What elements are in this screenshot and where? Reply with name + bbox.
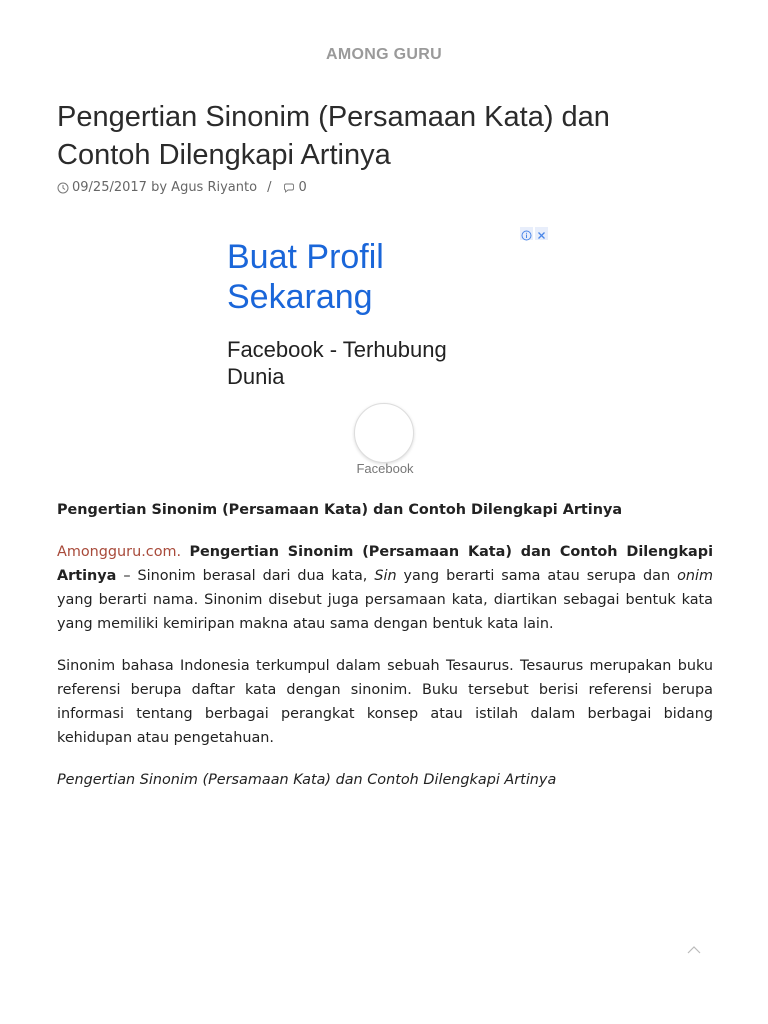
info-icon[interactable] <box>520 227 533 240</box>
post-date[interactable]: 09/25/2017 <box>72 180 147 195</box>
meta-separator: / <box>267 180 272 195</box>
site-title[interactable]: AMONG GURU <box>326 46 442 63</box>
post-title-line1: Pengertian Sinonim (Persamaan Kata) dan <box>57 101 610 133</box>
ad-headline-line2: Sekarang <box>227 278 373 316</box>
post-title-line2: Contoh Dilengkapi Artinya <box>57 139 391 171</box>
paragraph-3-italic: Pengertian Sinonim (Persamaan Kata) dan Contoh Dilengkapi Artinya <box>57 772 557 788</box>
comment-count[interactable]: 0 <box>298 180 307 195</box>
comment-icon <box>283 182 295 194</box>
ad-headline-line1: Buat Profil <box>227 238 384 276</box>
paragraph-1: Amongguru.com. Pengertian Sinonim (Persamaan Kata) dan Contoh Dilengkapi Artinya – Sinonim berasal dari dua kata, Sin yang berarti sama atau serupa dan onim yang berarti nama. Sinonim disebut juga persamaan kata, diartikan sebagai bentuk kata yang memiliki kemiripan makna atau sama dengan bentuk kata lain. <box>57 544 714 632</box>
chevron-up-icon[interactable] <box>684 940 704 960</box>
site-link[interactable]: Amongguru.com. <box>57 544 182 560</box>
by-label: by <box>151 180 168 195</box>
ad-description-line1: Facebook - Terhubung <box>227 337 447 362</box>
article-heading: Pengertian Sinonim (Persamaan Kata) dan Contoh Dilengkapi Artinya <box>57 502 623 518</box>
paragraph-2: Sinonim bahasa Indonesia terkumpul dalam sebuah Tesaurus. Tesaurus merupakan buku referensi berupa daftar kata dengan sinonim. Buku tersebut berisi referensi berupa informasi tentang berbagai perangkat konsep atau istilah dalam berbagai bidang kehidupan atau pengetahuan. <box>57 658 713 746</box>
post-title <box>57 98 717 174</box>
clock-icon <box>57 182 69 194</box>
advertiser-name[interactable]: Facebook <box>356 461 414 476</box>
ad-description[interactable] <box>227 336 465 390</box>
post-meta <box>57 180 307 195</box>
ad-choices[interactable] <box>520 227 548 240</box>
bold-title: Pengertian Sinonim (Persamaan Kata) dan Contoh Dilengkapi Artinya <box>57 544 714 584</box>
advertiser-logo[interactable] <box>354 403 414 463</box>
ad-headline[interactable] <box>227 237 487 317</box>
term-sin: Sin <box>374 568 397 584</box>
ad-description-line2: Dunia <box>227 364 285 389</box>
facebook-ad[interactable] <box>220 225 550 485</box>
term-onim: onim <box>677 568 714 584</box>
close-icon[interactable] <box>535 227 548 240</box>
article-body <box>57 498 713 810</box>
post-author[interactable]: Agus Riyanto <box>171 180 258 195</box>
